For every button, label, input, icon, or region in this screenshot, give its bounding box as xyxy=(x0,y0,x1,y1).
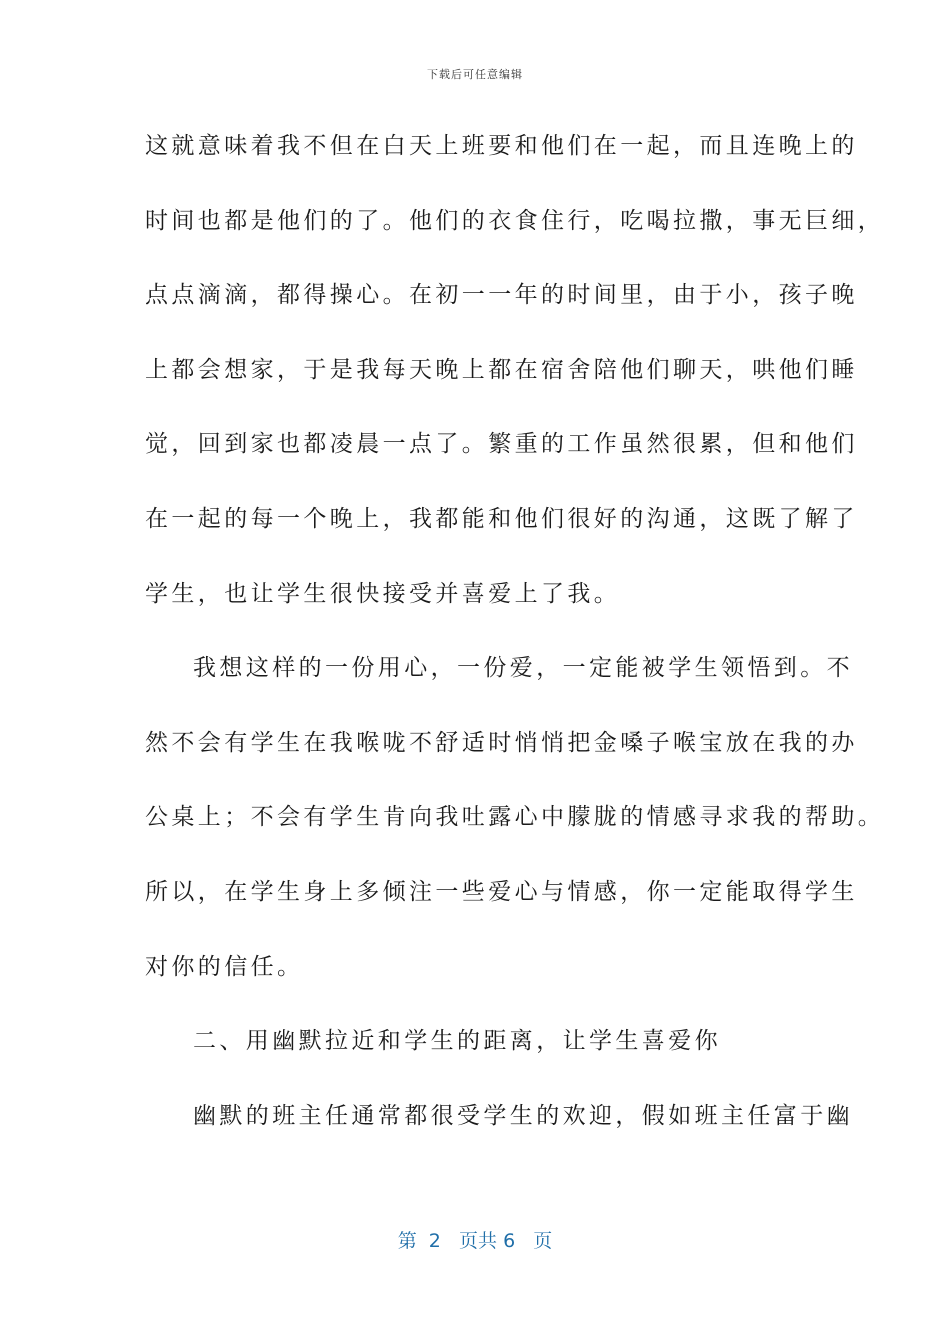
text-line: 所以，在学生身上多倾注一些爱心与情感，你一定能取得学生 xyxy=(145,878,858,905)
document-body xyxy=(145,126,885,1170)
total-page-count: 6 xyxy=(503,1230,516,1252)
text-line: 上都会想家，于是我每天晚上都在宿舍陪他们聊天，哄他们睡 xyxy=(145,356,858,383)
text-line: 这就意味着我不但在白天上班要和他们在一起，而且连晚上的 xyxy=(145,133,858,159)
page-footer xyxy=(0,1226,950,1253)
text-line: 我想这样的一份用心，一份爱，一定能被学生领悟到。不 xyxy=(193,655,853,682)
text-line: 公桌上；不会有学生肯向我吐露心中朦胧的情感寻求我的帮助。 xyxy=(145,804,885,831)
section-heading: 二、用幽默拉近和学生的距离，让学生喜爱你 xyxy=(193,1028,721,1055)
text-line: 幽默的班主任通常都很受学生的欢迎，假如班主任富于幽 xyxy=(193,1102,853,1129)
current-page-number: 2 xyxy=(428,1230,441,1252)
footer-suffix: 页 xyxy=(533,1230,553,1252)
text-line: 对你的信任。 xyxy=(145,953,304,980)
text-line: 然不会有学生在我喉咙不舒适时悄悄把金嗓子喉宝放在我的办 xyxy=(145,729,858,756)
footer-prefix: 第 xyxy=(397,1230,417,1252)
page-header: 下载后可任意编辑 xyxy=(427,68,523,81)
text-line: 时间也都是他们的了。他们的衣食住行，吃喝拉撒，事无巨细， xyxy=(145,207,885,234)
text-line: 觉，回到家也都凌晨一点了。繁重的工作虽然很累，但和他们 xyxy=(145,431,858,458)
text-line: 点点滴滴，都得操心。在初一一年的时间里，由于小，孩子晚 xyxy=(145,282,858,309)
text-line: 学生，也让学生很快接受并喜爱上了我。 xyxy=(145,580,621,607)
footer-middle: 页共 xyxy=(459,1230,498,1252)
text-line: 在一起的每一个晚上，我都能和他们很好的沟通，这既了解了 xyxy=(145,505,858,532)
